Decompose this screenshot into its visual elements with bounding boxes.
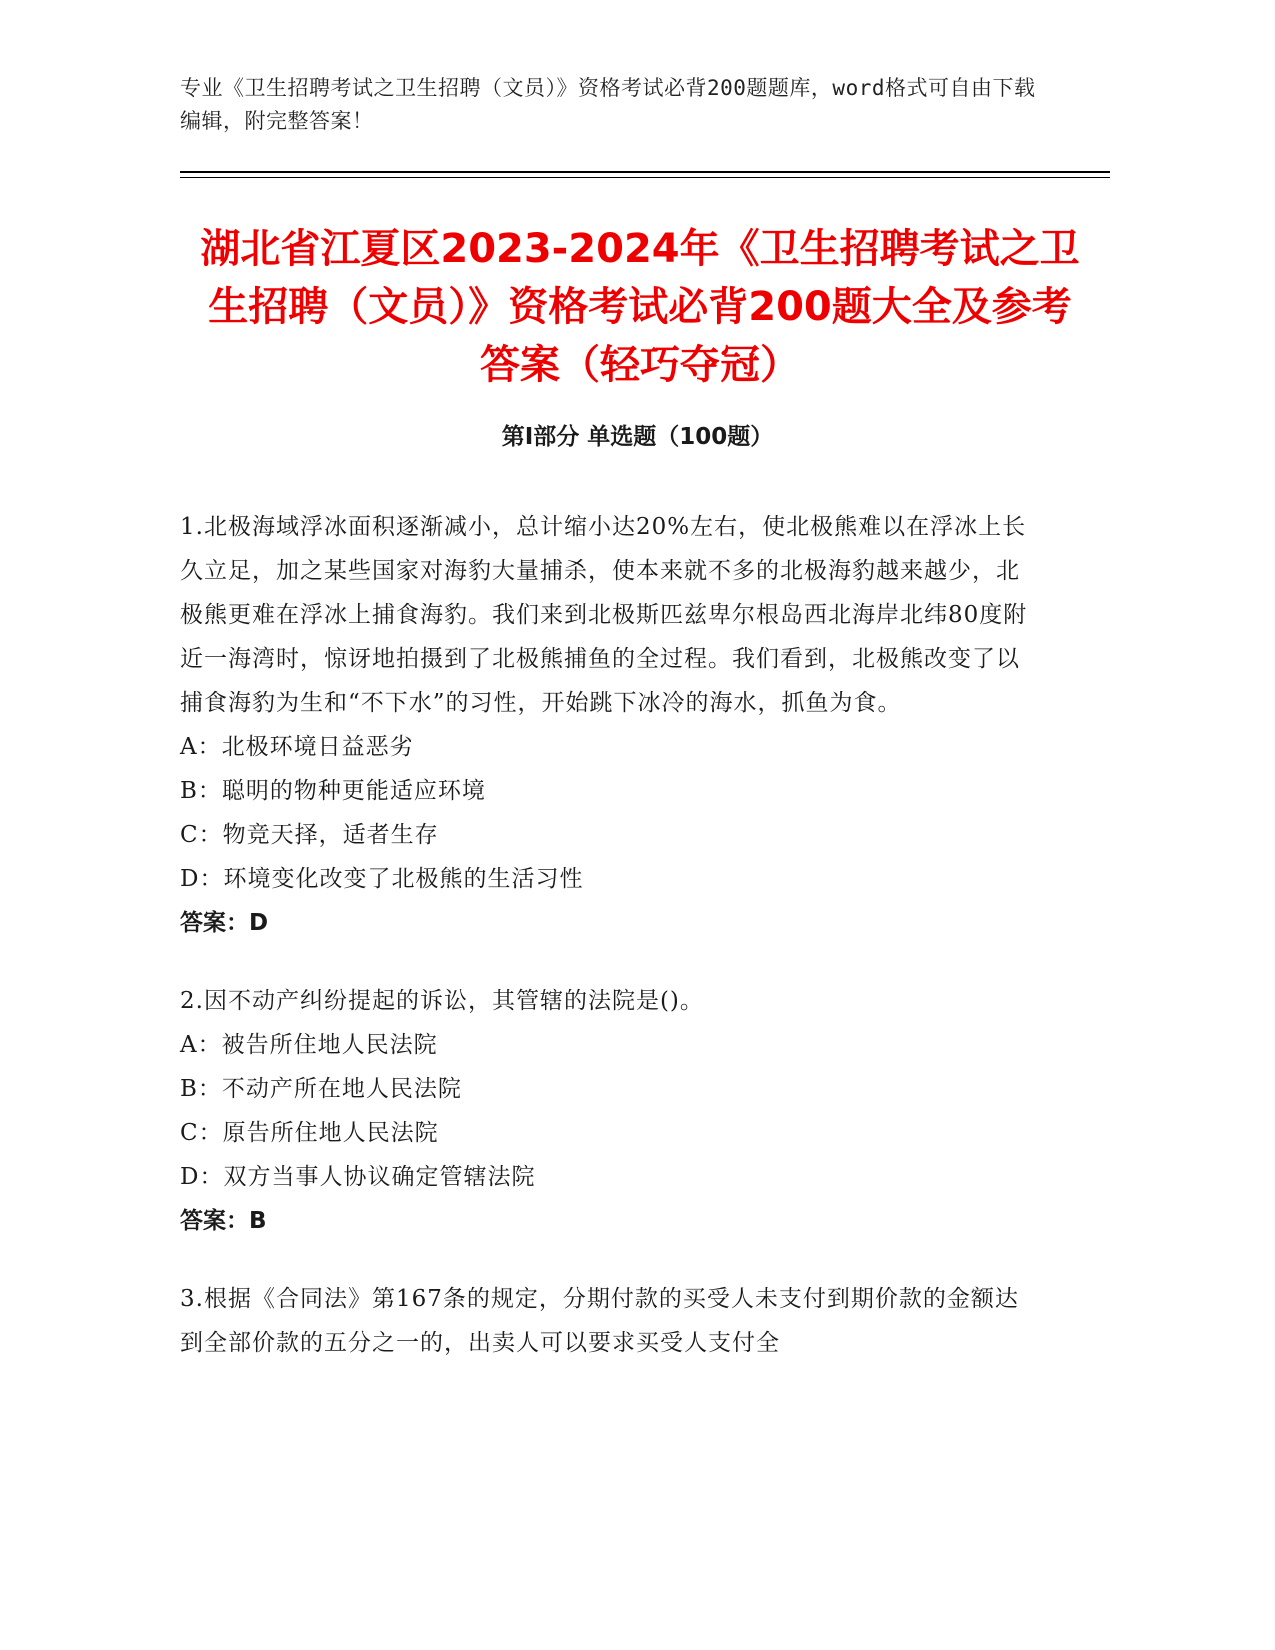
document-title: 湖北省江夏区2023-2024年《卫生招聘考试之卫生招聘（文员）》资格考试必背200题大全及参考答案（轻巧夺冠） — [200, 226, 1080, 388]
option-b: B：聪明的物种更能适应环境 — [180, 778, 486, 804]
option-d: D：双方当事人协议确定管辖法院 — [180, 1164, 536, 1190]
question-stem: 3.根据《合同法》第167条的规定，分期付款的买受人未支付到期价款的金额达到全部价款的五分之一的，出卖人可以要求买受人支付全 — [180, 1286, 1019, 1356]
option-b: B：不动产所在地人民法院 — [180, 1076, 462, 1102]
option-a: A：北极环境日益恶劣 — [180, 734, 414, 760]
question-stem: 1.北极海域浮冰面积逐渐减小，总计缩小达20%左右，使北极熊难以在浮冰上长久立足，加之某些国家对海豹大量捕杀，使本来就不多的北极海豹越来越少，北极熊更难在浮冰上捕食海豹。我们来到北极斯匹兹卑尔根岛西北海岸北纬80度附近一海湾时，惊讶地拍摄到了北极熊捕鱼的全过程。我们看到，北极熊改变了以捕食海豹为生和“不下水”的习性，开始跳下冰冷的海水，抓鱼为食。 — [180, 514, 1028, 716]
option-a: A：被告所住地人民法院 — [180, 1032, 438, 1058]
header-note: 专业《卫生招聘考试之卫生招聘（文员）》资格考试必背200题题库，word格式可自由下载编辑，附完整答案！ — [180, 76, 1036, 133]
question-stem: 2.因不动产纠纷提起的诉讼，其管辖的法院是()。 — [180, 988, 704, 1014]
header-divider-thick — [180, 171, 1110, 173]
section-heading: 第Ⅰ部分 单选题（100题） — [501, 424, 774, 450]
question-3 — [180, 1277, 1040, 1365]
option-c: C：物竞天择，适者生存 — [180, 822, 439, 848]
answer: 答案：D — [180, 910, 269, 936]
header-divider-thin — [180, 177, 1110, 178]
option-c: C：原告所住地人民法院 — [180, 1120, 439, 1146]
option-d: D：环境变化改变了北极熊的生活习性 — [180, 866, 584, 892]
question-1 — [180, 505, 1040, 945]
question-list — [180, 505, 1040, 1399]
question-2 — [180, 979, 1040, 1243]
answer: 答案：B — [180, 1208, 267, 1234]
